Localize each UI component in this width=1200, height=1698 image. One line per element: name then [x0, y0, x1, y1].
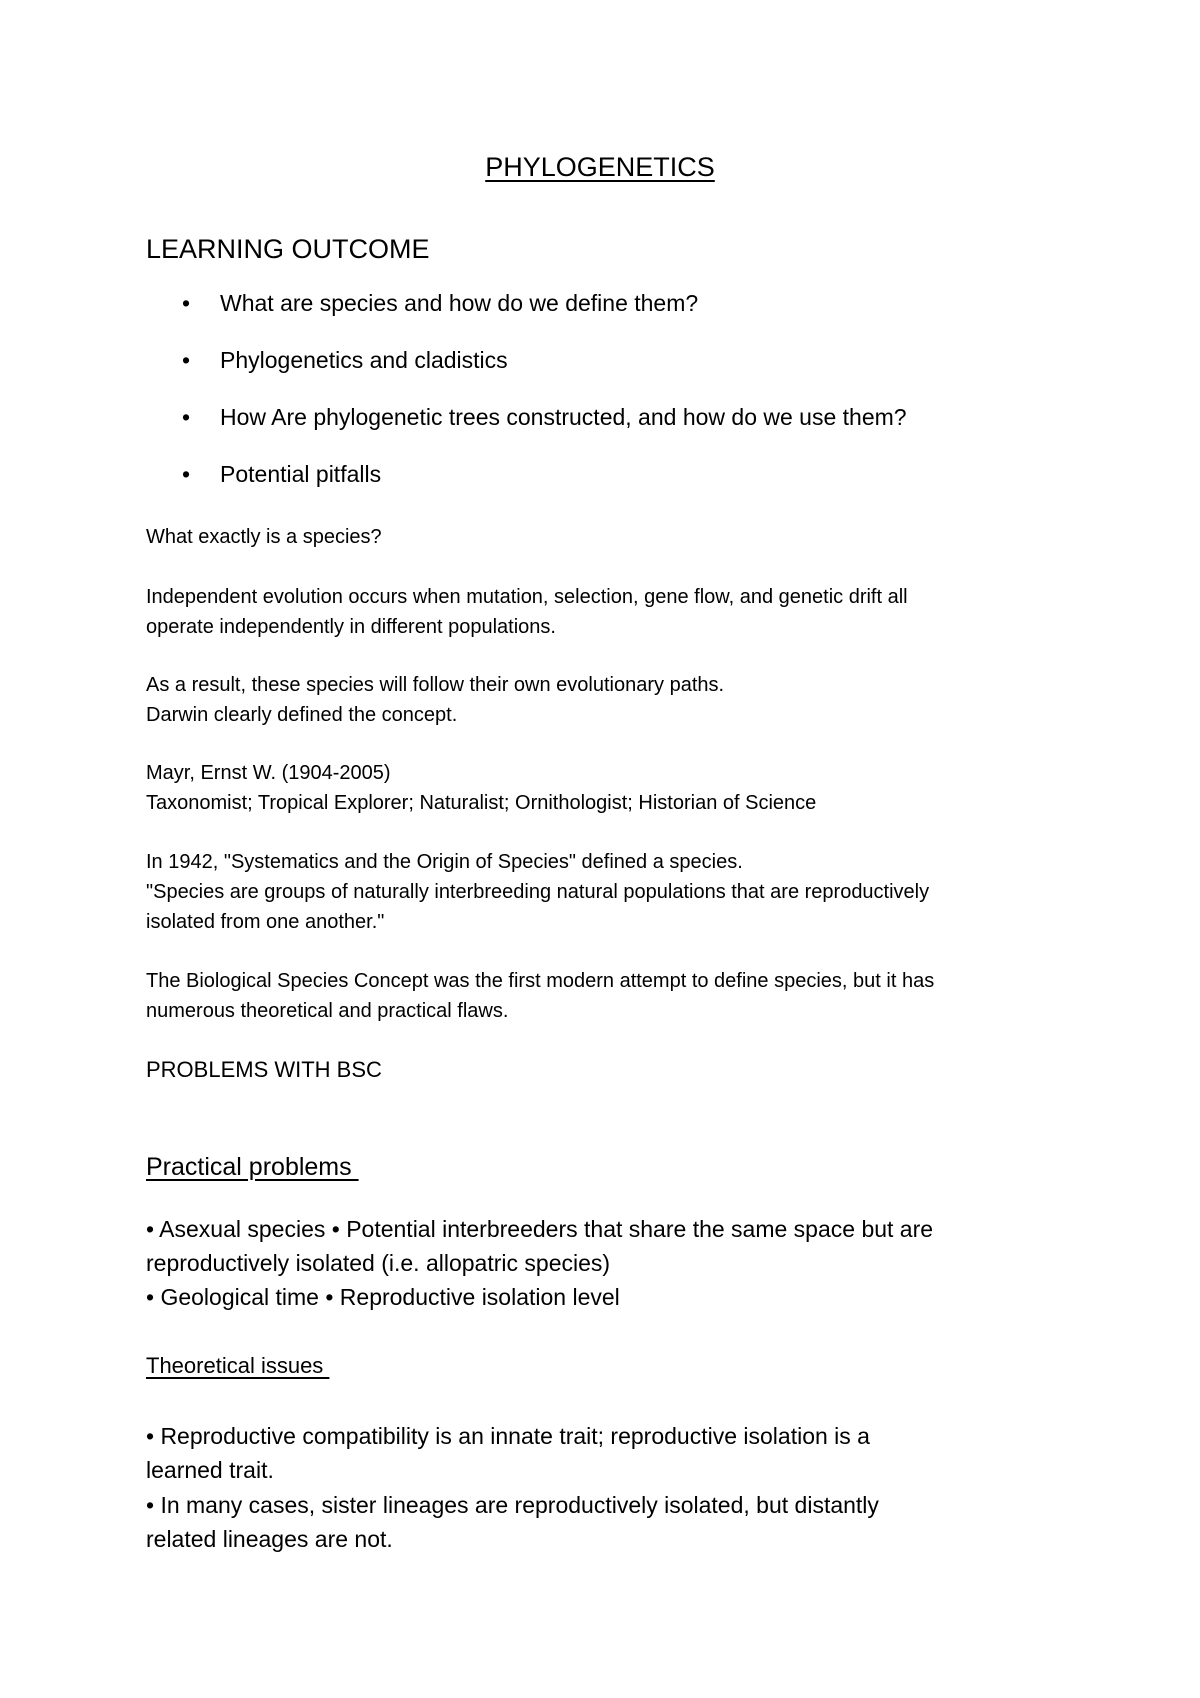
paragraph-1942-line-3: isolated from one another." — [146, 911, 385, 933]
theoretical-line-3: • In many cases, sister lineages are reproductively isolated, but distantly — [146, 1492, 879, 1518]
practical-line-3: • Geological time • Reproductive isolation level — [146, 1284, 620, 1310]
bullet-icon: • — [182, 461, 191, 487]
paragraph-independent-line-1: Independent evolution occurs when mutation, selection, gene flow, and genetic drift all — [146, 586, 908, 608]
theoretical-line-2: learned trait. — [146, 1457, 274, 1483]
paragraph-bsc-line-2: numerous theoretical and practical flaws. — [146, 1000, 509, 1022]
paragraph-mayr-line-1: Mayr, Ernst W. (1904-2005) — [146, 762, 391, 784]
list-item — [146, 402, 907, 432]
theoretical-line-1: • Reproductive compatibility is an innate trait; reproductive isolation is a — [146, 1423, 870, 1449]
paragraph-mayr-line-2: Taxonomist; Tropical Explorer; Naturalist; Ornithologist; Historian of Science — [146, 792, 817, 814]
theoretical-issues-heading: Theoretical issues — [146, 1353, 330, 1378]
list-item-text: Potential pitfalls — [220, 461, 382, 487]
list-item-text: Phylogenetics and cladistics — [220, 347, 508, 373]
paragraph-result-line-2: Darwin clearly defined the concept. — [146, 704, 458, 726]
list-item — [146, 459, 907, 489]
paragraph-independent-line-2: operate independently in different populations. — [146, 616, 556, 638]
paragraph-question: What exactly is a species? — [146, 526, 382, 548]
document-title: PHYLOGENETICS — [485, 152, 715, 182]
list-item — [146, 288, 907, 318]
paragraph-1942-line-2: "Species are groups of naturally interbreeding natural populations that are reproductively — [146, 881, 930, 903]
theoretical-line-4: related lineages are not. — [146, 1526, 393, 1552]
problems-heading: PROBLEMS WITH BSC — [146, 1057, 382, 1082]
paragraph-result-line-1: As a result, these species will follow their own evolutionary paths. — [146, 674, 725, 696]
practical-line-1: • Asexual species • Potential interbreeders that share the same space but are — [146, 1216, 934, 1242]
bullet-icon: • — [182, 347, 191, 373]
paragraph-bsc-line-1: The Biological Species Concept was the first modern attempt to define species, but it has — [146, 970, 935, 992]
practical-line-2: reproductively isolated (i.e. allopatric species) — [146, 1250, 611, 1276]
learning-outcome-heading: LEARNING OUTCOME — [146, 234, 430, 264]
bullet-icon: • — [182, 404, 191, 430]
list-item-text: How Are phylogenetic trees constructed, and how do we use them? — [220, 404, 907, 430]
learning-outcome-list — [146, 288, 907, 516]
list-item-text: What are species and how do we define them? — [220, 290, 699, 316]
list-item — [146, 345, 907, 375]
paragraph-1942-line-1: In 1942, "Systematics and the Origin of Species" defined a species. — [146, 851, 743, 873]
bullet-icon: • — [182, 290, 191, 316]
practical-problems-heading: Practical problems — [146, 1153, 359, 1181]
